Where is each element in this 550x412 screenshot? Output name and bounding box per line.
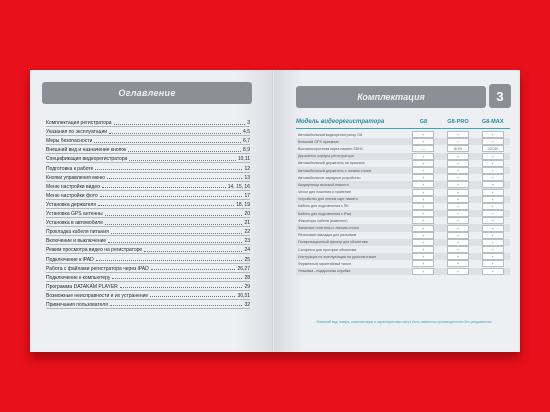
kit-mark: +	[412, 138, 434, 145]
kit-cell	[475, 246, 510, 253]
toc-entry-title: Указания по эксплуатации	[46, 129, 108, 136]
table-row	[296, 181, 510, 188]
table-of-contents	[46, 118, 250, 309]
toc-leader-dots	[96, 260, 243, 261]
toc-entry-page: 32	[244, 301, 250, 308]
toc-entry-page: 30,31	[237, 292, 250, 299]
kit-cell	[406, 253, 441, 260]
kit-cell	[406, 174, 441, 181]
toc-entry-page: 22	[244, 229, 250, 236]
table-row	[296, 253, 510, 260]
kit-mark: +	[482, 174, 504, 181]
table-row	[296, 138, 510, 145]
kit-mark: +	[412, 239, 434, 246]
kit-mark: +	[482, 268, 504, 275]
kit-cell	[441, 203, 476, 210]
toc-entry-title: Установка в автомобиле	[46, 220, 103, 227]
kit-mark: +	[412, 217, 434, 224]
table-row	[296, 160, 510, 167]
kit-mark: 8GB	[447, 145, 469, 152]
toc-entry-page: 10,11	[237, 156, 250, 163]
kit-mark: 32GB	[482, 145, 504, 152]
kit-item-label: Автомобильный видеорегистратор G8	[298, 132, 362, 137]
kit-mark: +	[412, 260, 434, 267]
column-g8-max: G8-MAX	[481, 119, 504, 125]
toc-leader-dots	[111, 233, 243, 234]
kit-mark: +	[412, 268, 434, 275]
kit-cell	[441, 253, 476, 260]
toc-leader-dots	[95, 169, 242, 170]
kit-mark: +	[447, 260, 469, 267]
kit-cell	[406, 246, 441, 253]
toc-entry-page: 20	[244, 211, 250, 218]
toc-entry-page: 17	[244, 192, 250, 199]
toc-entry-page: 6,7	[243, 138, 250, 145]
kit-cell	[441, 239, 476, 246]
kit-mark: +	[447, 232, 469, 239]
kit-cell	[406, 260, 441, 267]
toc-row	[46, 291, 250, 300]
toc-leader-dots	[108, 242, 242, 243]
left-page	[30, 70, 274, 352]
page-number: 3	[489, 84, 511, 108]
kit-cell	[441, 153, 476, 160]
kit-cell	[406, 203, 441, 210]
kit-mark: +	[447, 268, 469, 275]
kit-cell	[406, 196, 441, 203]
kit-cell	[406, 153, 441, 160]
kit-title: Комплектация	[296, 86, 486, 108]
toc-leader-dots	[105, 224, 242, 225]
kit-table	[296, 116, 510, 275]
kit-item-label: Кабель для подключения к ПК	[298, 204, 349, 209]
kit-cell	[406, 217, 441, 224]
column-g8: G8	[419, 119, 428, 125]
kit-cell	[441, 138, 476, 145]
kit-mark: +	[482, 181, 504, 188]
toc-row	[46, 154, 250, 163]
toc-row	[46, 163, 250, 172]
kit-cell	[406, 239, 441, 246]
table-row	[296, 224, 510, 231]
kit-cell	[475, 217, 510, 224]
kit-mark: +	[412, 225, 434, 232]
toc-row	[46, 300, 250, 309]
kit-item-label: Фирменный гарантийный талон	[298, 261, 351, 266]
kit-mark: +	[447, 203, 469, 210]
toc-leader-dots	[98, 205, 234, 206]
table-row	[296, 131, 510, 138]
kit-cell	[441, 167, 476, 174]
kit-cell	[475, 232, 510, 239]
kit-mark: +	[482, 210, 504, 217]
kit-cell	[406, 160, 441, 167]
toc-entry-page: 25	[244, 256, 250, 263]
kit-mark: +	[412, 189, 434, 196]
kit-cell	[475, 189, 510, 196]
kit-cell	[406, 189, 441, 196]
toc-entry-page: 23	[244, 238, 250, 245]
kit-cell	[406, 268, 441, 275]
toc-entry-page: 13	[244, 174, 250, 181]
kit-mark: +	[412, 232, 434, 239]
kit-item-label: Автомобильное зарядное устройство	[298, 175, 361, 180]
toc-entry-title: Комплектация регистратора	[46, 120, 112, 127]
toc-entry-page: 12	[244, 165, 250, 172]
kit-mark: +	[482, 196, 504, 203]
kit-cell	[406, 232, 441, 239]
kit-cell	[441, 174, 476, 181]
kit-mark: +	[412, 131, 434, 138]
kit-mark: +	[447, 246, 469, 253]
table-row	[296, 189, 510, 196]
kit-mark: +	[447, 189, 469, 196]
kit-mark: —	[412, 145, 434, 152]
toc-entry-page: 18, 19	[236, 201, 250, 208]
kit-cell	[441, 246, 476, 253]
table-row	[296, 153, 510, 160]
toc-entry-page: 8,9	[243, 147, 250, 154]
toc-entry-title: Программа DATAKAM PLAYER	[46, 283, 118, 290]
kit-cell	[475, 225, 510, 232]
toc-row	[46, 273, 250, 282]
kit-cell	[475, 131, 510, 138]
kit-mark: +	[482, 225, 504, 232]
table-row	[296, 260, 510, 267]
kit-mark: +	[482, 246, 504, 253]
kit-mark: +	[447, 217, 469, 224]
toc-entry-title: Работа с файлами регистратора через iPAD	[46, 265, 149, 272]
toc-leader-dots	[107, 178, 243, 179]
toc-row	[46, 182, 250, 191]
table-row	[296, 232, 510, 239]
kit-cell	[441, 160, 476, 167]
kit-mark: +	[447, 210, 469, 217]
kit-cell	[441, 196, 476, 203]
kit-cell	[475, 145, 510, 152]
kit-cell	[475, 210, 510, 217]
toc-row	[46, 227, 250, 236]
toc-row	[46, 245, 250, 254]
toc-row	[46, 200, 250, 209]
toc-entry-page: 4,5	[243, 129, 250, 136]
toc-entry-title: Прокладка кабеля питания	[46, 229, 109, 236]
kit-mark: +	[482, 203, 504, 210]
toc-leader-dots	[105, 215, 243, 216]
toc-leader-dots	[110, 305, 243, 306]
toc-entry-title: Внешний вид и назначение кнопок	[46, 147, 127, 154]
toc-leader-dots	[144, 251, 242, 252]
kit-item-label: Устройство для чтения карт памяти	[298, 197, 358, 202]
kit-cell	[406, 145, 441, 152]
kit-cell	[441, 217, 476, 224]
kit-cell	[441, 268, 476, 275]
kit-table-body	[296, 131, 510, 275]
kit-item-label: Автомобильный держатель на присоске	[298, 161, 365, 166]
kit-cell	[475, 260, 510, 267]
kit-item-label: Аккумулятор высокой емкости	[298, 182, 349, 187]
kit-cell	[441, 145, 476, 152]
toc-entry-title: Установка держателя	[46, 201, 96, 208]
footnote: Внешний вид товара, комплектация и характеристики могут быть изменены производителем без уведомления	[316, 320, 492, 324]
kit-mark: +	[412, 196, 434, 203]
kit-table-header	[296, 116, 510, 129]
kit-mark: +	[447, 225, 469, 232]
kit-mark: +	[482, 239, 504, 246]
kit-mark: +	[447, 239, 469, 246]
table-row	[296, 203, 510, 210]
kit-mark: +	[412, 160, 434, 167]
kit-cell	[475, 253, 510, 260]
kit-cell	[441, 210, 476, 217]
toc-leader-dots	[120, 287, 243, 288]
kit-mark: +	[447, 138, 469, 145]
kit-cell	[441, 260, 476, 267]
kit-mark: +	[482, 160, 504, 167]
kit-cell	[406, 225, 441, 232]
toc-leader-dots	[151, 269, 236, 270]
kit-mark: +	[412, 253, 434, 260]
kit-mark: +	[447, 131, 469, 138]
kit-item-label: Кабель для подключения к iPad	[298, 211, 351, 216]
toc-row	[46, 127, 250, 136]
kit-mark: +	[412, 153, 434, 160]
toc-entry-page: 26,27	[237, 265, 250, 272]
kit-item-label: Высокоскоростная карта памяти SDHC	[298, 146, 364, 151]
kit-item-label: Салфетка для протирки объектива	[298, 247, 357, 252]
toc-row	[46, 191, 250, 200]
kit-mark: +	[482, 232, 504, 239]
toc-entry-title: Подключение к iPAD	[46, 256, 94, 263]
kit-mark: +	[482, 253, 504, 260]
kit-item-label: Фиксаторы кабеля (комплект)	[298, 218, 348, 223]
kit-cell	[441, 131, 476, 138]
toc-entry-title: Меню настройки фото	[46, 192, 98, 199]
kit-cell	[475, 268, 510, 275]
toc-row	[46, 264, 250, 273]
toc-entry-title: Примечания пользователя	[46, 301, 108, 308]
toc-leader-dots	[109, 133, 241, 134]
toc-entry-page: 14, 15, 16	[227, 183, 250, 190]
kit-mark: +	[447, 174, 469, 181]
kit-mark: +	[412, 174, 434, 181]
toc-leader-dots	[129, 160, 235, 161]
kit-cell	[475, 153, 510, 160]
table-row	[296, 167, 510, 174]
toc-leader-dots	[128, 151, 241, 152]
kit-mark: +	[482, 189, 504, 196]
toc-leader-dots	[100, 196, 243, 197]
toc-leader-dots	[102, 187, 226, 188]
toc-entry-title: Подключение к компьютеру	[46, 274, 111, 281]
toc-entry-page: 28	[244, 274, 250, 281]
kit-item-label: Запасные пластины с липким слоем	[298, 226, 359, 231]
kit-mark: +	[482, 131, 504, 138]
kit-mark: +	[447, 196, 469, 203]
toc-title: Оглавление	[42, 82, 252, 104]
toc-row	[46, 236, 250, 245]
kit-cell	[406, 131, 441, 138]
kit-cell	[475, 181, 510, 188]
kit-cell	[475, 138, 510, 145]
toc-entry-page: 3	[247, 120, 250, 127]
toc-entry-title: Спецификация видеорегистратора	[46, 156, 128, 163]
toc-row	[46, 173, 250, 182]
kit-mark: +	[482, 167, 504, 174]
kit-mark: +	[412, 181, 434, 188]
table-row	[296, 268, 510, 275]
kit-item-label: Инструкция по эксплуатации на русском языке	[298, 254, 377, 259]
toc-entry-title: Установка GPS антенны	[46, 211, 103, 218]
table-row	[296, 145, 510, 152]
kit-item-label: Упаковка - подарочная коробка	[298, 269, 351, 274]
toc-entry-title: Меры безопасности	[46, 138, 93, 145]
toc-entry-page: 29	[244, 283, 250, 290]
kit-item-label: Автомобильный держатель с липким слоем	[298, 168, 372, 173]
kit-mark: +	[447, 153, 469, 160]
kit-cell	[441, 232, 476, 239]
kit-cell	[475, 174, 510, 181]
right-page	[274, 70, 520, 352]
table-row	[296, 246, 510, 253]
kit-mark: +	[412, 246, 434, 253]
toc-row	[46, 254, 250, 263]
kit-cell	[406, 181, 441, 188]
toc-row	[46, 218, 250, 227]
kit-item-label: Держатель корпуса регистратора	[298, 154, 354, 159]
kit-mark: +	[412, 210, 434, 217]
column-g8-pro: G8-PRO	[447, 119, 469, 125]
kit-mark: +	[412, 167, 434, 174]
kit-mark: +	[482, 217, 504, 224]
kit-mark: +	[482, 260, 504, 267]
toc-row	[46, 145, 250, 154]
toc-row	[46, 118, 250, 127]
kit-table-header-label: Модель видеорегистратора	[296, 119, 385, 125]
kit-cell	[406, 138, 441, 145]
kit-cell	[441, 189, 476, 196]
toc-entry-page: 21	[244, 220, 250, 227]
kit-mark: +	[482, 138, 504, 145]
toc-entry-title: Режим просмотра видео на регистраторе	[46, 247, 143, 254]
toc-entry-title: Возможные неисправности и их устранение	[46, 292, 149, 299]
kit-cell	[475, 167, 510, 174]
kit-item-label: Внешний GPS приемник	[298, 139, 339, 144]
kit-cell	[441, 181, 476, 188]
kit-cell	[475, 203, 510, 210]
kit-cell	[475, 196, 510, 203]
toc-row	[46, 209, 250, 218]
toc-leader-dots	[114, 124, 246, 125]
toc-entry-title: Меню настройки видео	[46, 183, 100, 190]
toc-entry-page: 24	[244, 247, 250, 254]
toc-row	[46, 136, 250, 145]
kit-cell	[406, 210, 441, 217]
kit-cell	[475, 160, 510, 167]
table-row	[296, 217, 510, 224]
table-row	[296, 196, 510, 203]
kit-mark: +	[447, 181, 469, 188]
toc-entry-title: Кнопки управления меню	[46, 174, 105, 181]
kit-cell	[406, 167, 441, 174]
toc-leader-dots	[112, 278, 242, 279]
kit-mark: +	[482, 153, 504, 160]
kit-item-label: Чехол для ношения и хранения	[298, 190, 351, 195]
toc-entry-title: Включение и выключение	[46, 238, 107, 245]
kit-cell	[441, 225, 476, 232]
kit-cell	[475, 239, 510, 246]
table-row	[296, 239, 510, 246]
kit-item-label: Резиновая накладка для разъемов	[298, 233, 357, 238]
toc-leader-dots	[94, 142, 241, 143]
booklet	[30, 70, 520, 352]
kit-mark: +	[447, 160, 469, 167]
toc-entry-title: Подготовка к работе	[46, 165, 94, 172]
kit-mark: +	[412, 203, 434, 210]
table-row	[296, 174, 510, 181]
table-row	[296, 210, 510, 217]
toc-row	[46, 282, 250, 291]
toc-leader-dots	[150, 296, 235, 297]
kit-mark: +	[447, 253, 469, 260]
kit-mark: +	[447, 167, 469, 174]
kit-item-label: Поляризационный фильтр для объектива	[298, 240, 368, 245]
